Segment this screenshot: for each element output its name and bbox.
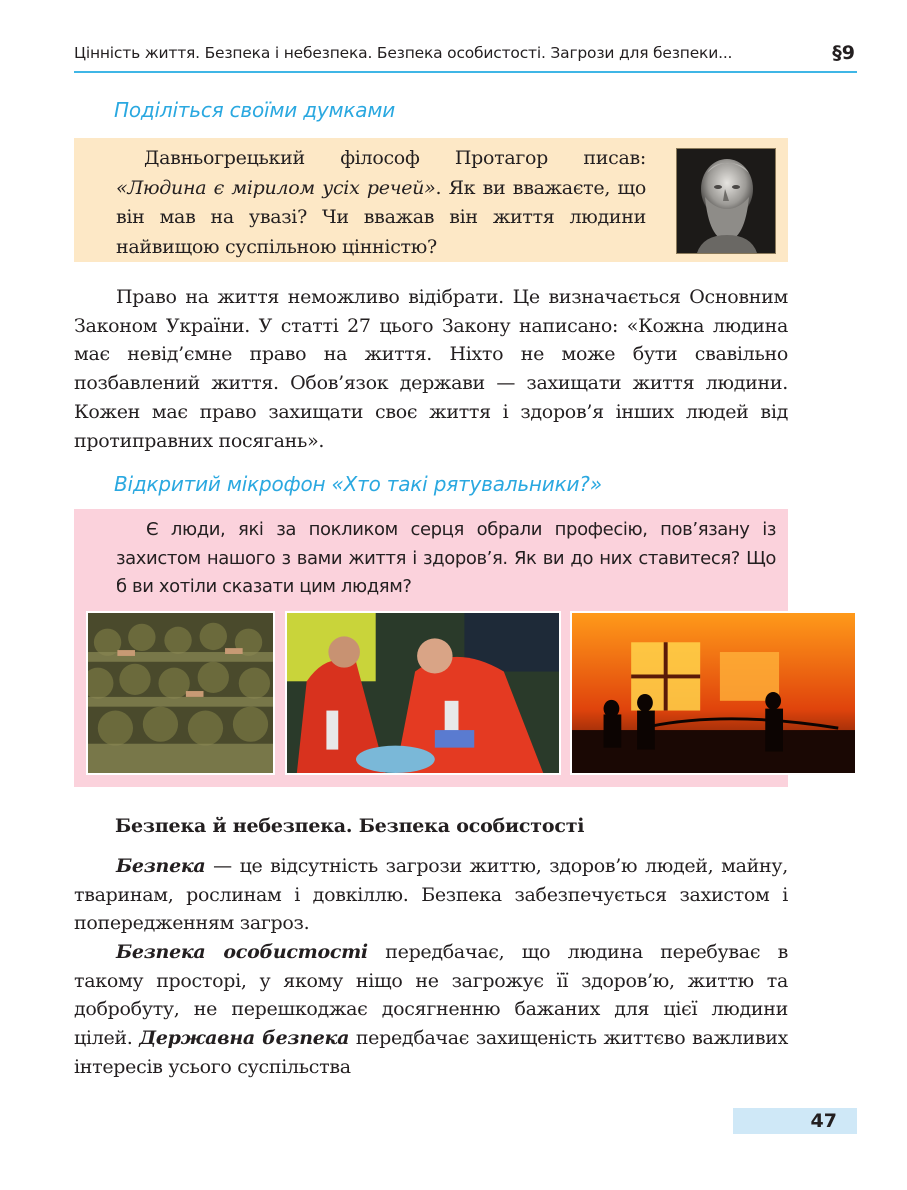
term-state-security: Державна безпека	[139, 1027, 350, 1050]
quote-text	[116, 144, 646, 262]
safety-definition: — це відсутність загрози життю, здоров’ю людей, майну, тваринам, рослинам і довкіллю. Безпека забезпечується захистом і попередженням загроз.	[74, 855, 788, 935]
soldiers-photo	[86, 611, 275, 775]
page-number-box	[733, 1108, 857, 1134]
state-security-definition: передбачає захищеність життєво важливих інтересів усього суспільства	[74, 1027, 788, 1078]
personal-safety-definition: передбачає, що людина перебуває в такому просторі, у якому ніщо не загрожує її здоров’ю, життю та добробуту, не перешкоджає досягненню бажаних для цієї людини цілей.	[74, 941, 789, 1050]
share-thoughts-heading: Поділіться своїми думками	[114, 98, 396, 122]
protagoras-portrait-image	[676, 148, 776, 254]
section-number: §9	[832, 42, 855, 64]
page-number: 47	[810, 1110, 837, 1132]
quote-question: . Як ви вважаєте, що він мав на увазі? Чи вважав він життя людини найвищою суспільною цінністю?	[116, 176, 646, 258]
protagoras-quote: «Людина є мірилом усіх речей»	[116, 176, 436, 199]
open-mic-heading: Відкритий мікрофон «Хто такі рятувальники?»	[114, 472, 602, 496]
personal-safety-paragraph	[74, 938, 788, 1082]
header-divider	[74, 71, 857, 73]
header-title: Цінність життя. Безпека і небезпека. Безпека особистості. Загрози для безпеки...	[74, 44, 733, 62]
term-safety: Безпека	[116, 855, 206, 877]
right-to-life-paragraph: Право на життя неможливо відібрати. Це визначається Основним Законом України. У статті 27 цього Закону написано: «Кожна людина має невід’ємне право на життя. Ніхто не може бути свавільно позбавлений життя. Обов’язок держави — захищати життя людини. Кожен має право захищати своє життя і здоров’я інших людей від протиправних посягань».	[74, 286, 788, 452]
rescuers-question: Є люди, які за покликом серця обрали професію, пов’язану із захистом нашого з вами життя і здоров’я. Як ви до них ставитеся? Що б ви хотіли сказати цим людям?	[116, 519, 776, 597]
firefighters-photo	[570, 611, 857, 775]
safety-definition-paragraph	[74, 852, 788, 938]
paramedics-photo	[285, 611, 561, 775]
quote-intro: Давньогрецький філософ Протагор писав:	[144, 147, 646, 169]
term-personal-safety: Безпека особистості	[116, 941, 368, 963]
section-heading-safety: Безпека й небезпека. Безпека особистості	[115, 815, 585, 837]
quote-box	[74, 138, 788, 262]
